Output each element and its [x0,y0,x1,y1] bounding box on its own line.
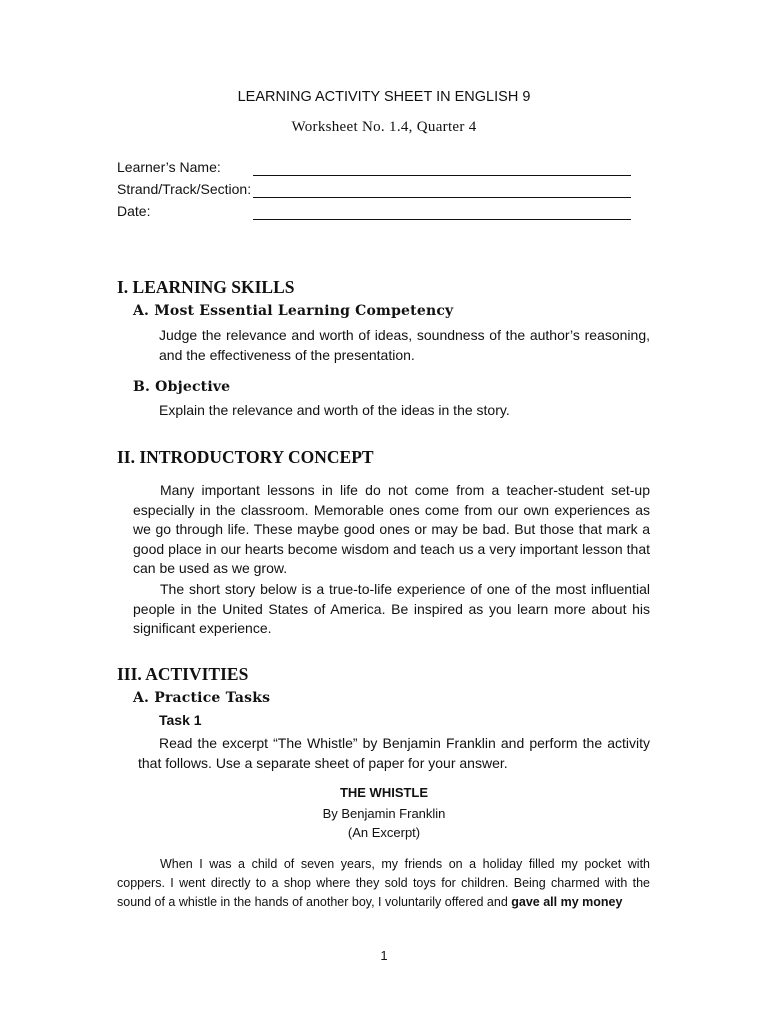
page-number: 1 [380,948,388,963]
date-label: Date: [117,203,151,219]
learner-name-field[interactable] [117,159,637,179]
objective-heading: B. Objective [133,379,231,395]
strand-track-section-field[interactable] [117,181,637,201]
story-excerpt-text: When I was a child of seven years, my friends on a holiday filled my pocket with coppers. I went directly to a shop where they sold toys for children. Being charmed with the sound of a whistle in the hands of another boy, I voluntarily offered and [117,857,650,909]
story-author: By Benjamin Franklin [322,806,446,821]
date-field[interactable] [117,203,637,223]
practice-tasks-heading: A. Practice Tasks [133,690,271,706]
introductory-paragraph-1: Many important lessons in life do not come from a teacher-student set-up especially in the classroom. Memorable ones come from our own experiences as we go through life. These maybe good ones or may be bad. But those that mark a good place in our hearts become wisdom and teach us a very important lesson that can be used as we grow. [133,482,650,576]
competency-text: Judge the relevance and worth of ideas, soundness of the author’s reasoning, and the effectiveness of the presentation. [159,327,650,363]
task-label: Task 1 [159,712,202,728]
learning-skills-heading: I. LEARNING SKILLS [117,277,295,297]
activities-heading: III. ACTIVITIES [117,664,249,684]
story-title: THE WHISTLE [339,785,429,800]
competency-heading: A. Most Essential Learning Competency [133,303,454,319]
introductory-concept-heading: II. INTRODUCTORY CONCEPT [117,447,374,467]
objective-text: Explain the relevance and worth of the ideas in the story. [159,402,510,418]
worksheet-subtitle: Worksheet No. 1.4, Quarter 4 [291,119,477,135]
story-note: (An Excerpt) [347,825,421,840]
worksheet-title: LEARNING ACTIVITY SHEET IN ENGLISH 9 [237,89,531,105]
story-excerpt [117,855,650,912]
date-line[interactable] [253,219,631,220]
strand-track-section-label: Strand/Track/Section: [117,181,252,197]
introductory-paragraph-2: The short story below is a true-to-life experience of one of the most influential people in the United States of America. Be inspired as you learn more about his significant experience. [133,581,650,636]
learner-name-line[interactable] [253,175,631,176]
learner-name-label: Learner’s Name: [117,159,221,175]
task-instruction: Read the excerpt “The Whistle” by Benjamin Franklin and perform the activity that follows. Use a separate sheet of paper for your answer. [138,735,650,771]
strand-track-section-line[interactable] [253,197,631,198]
story-excerpt-bold-text: gave all my money [511,895,623,909]
